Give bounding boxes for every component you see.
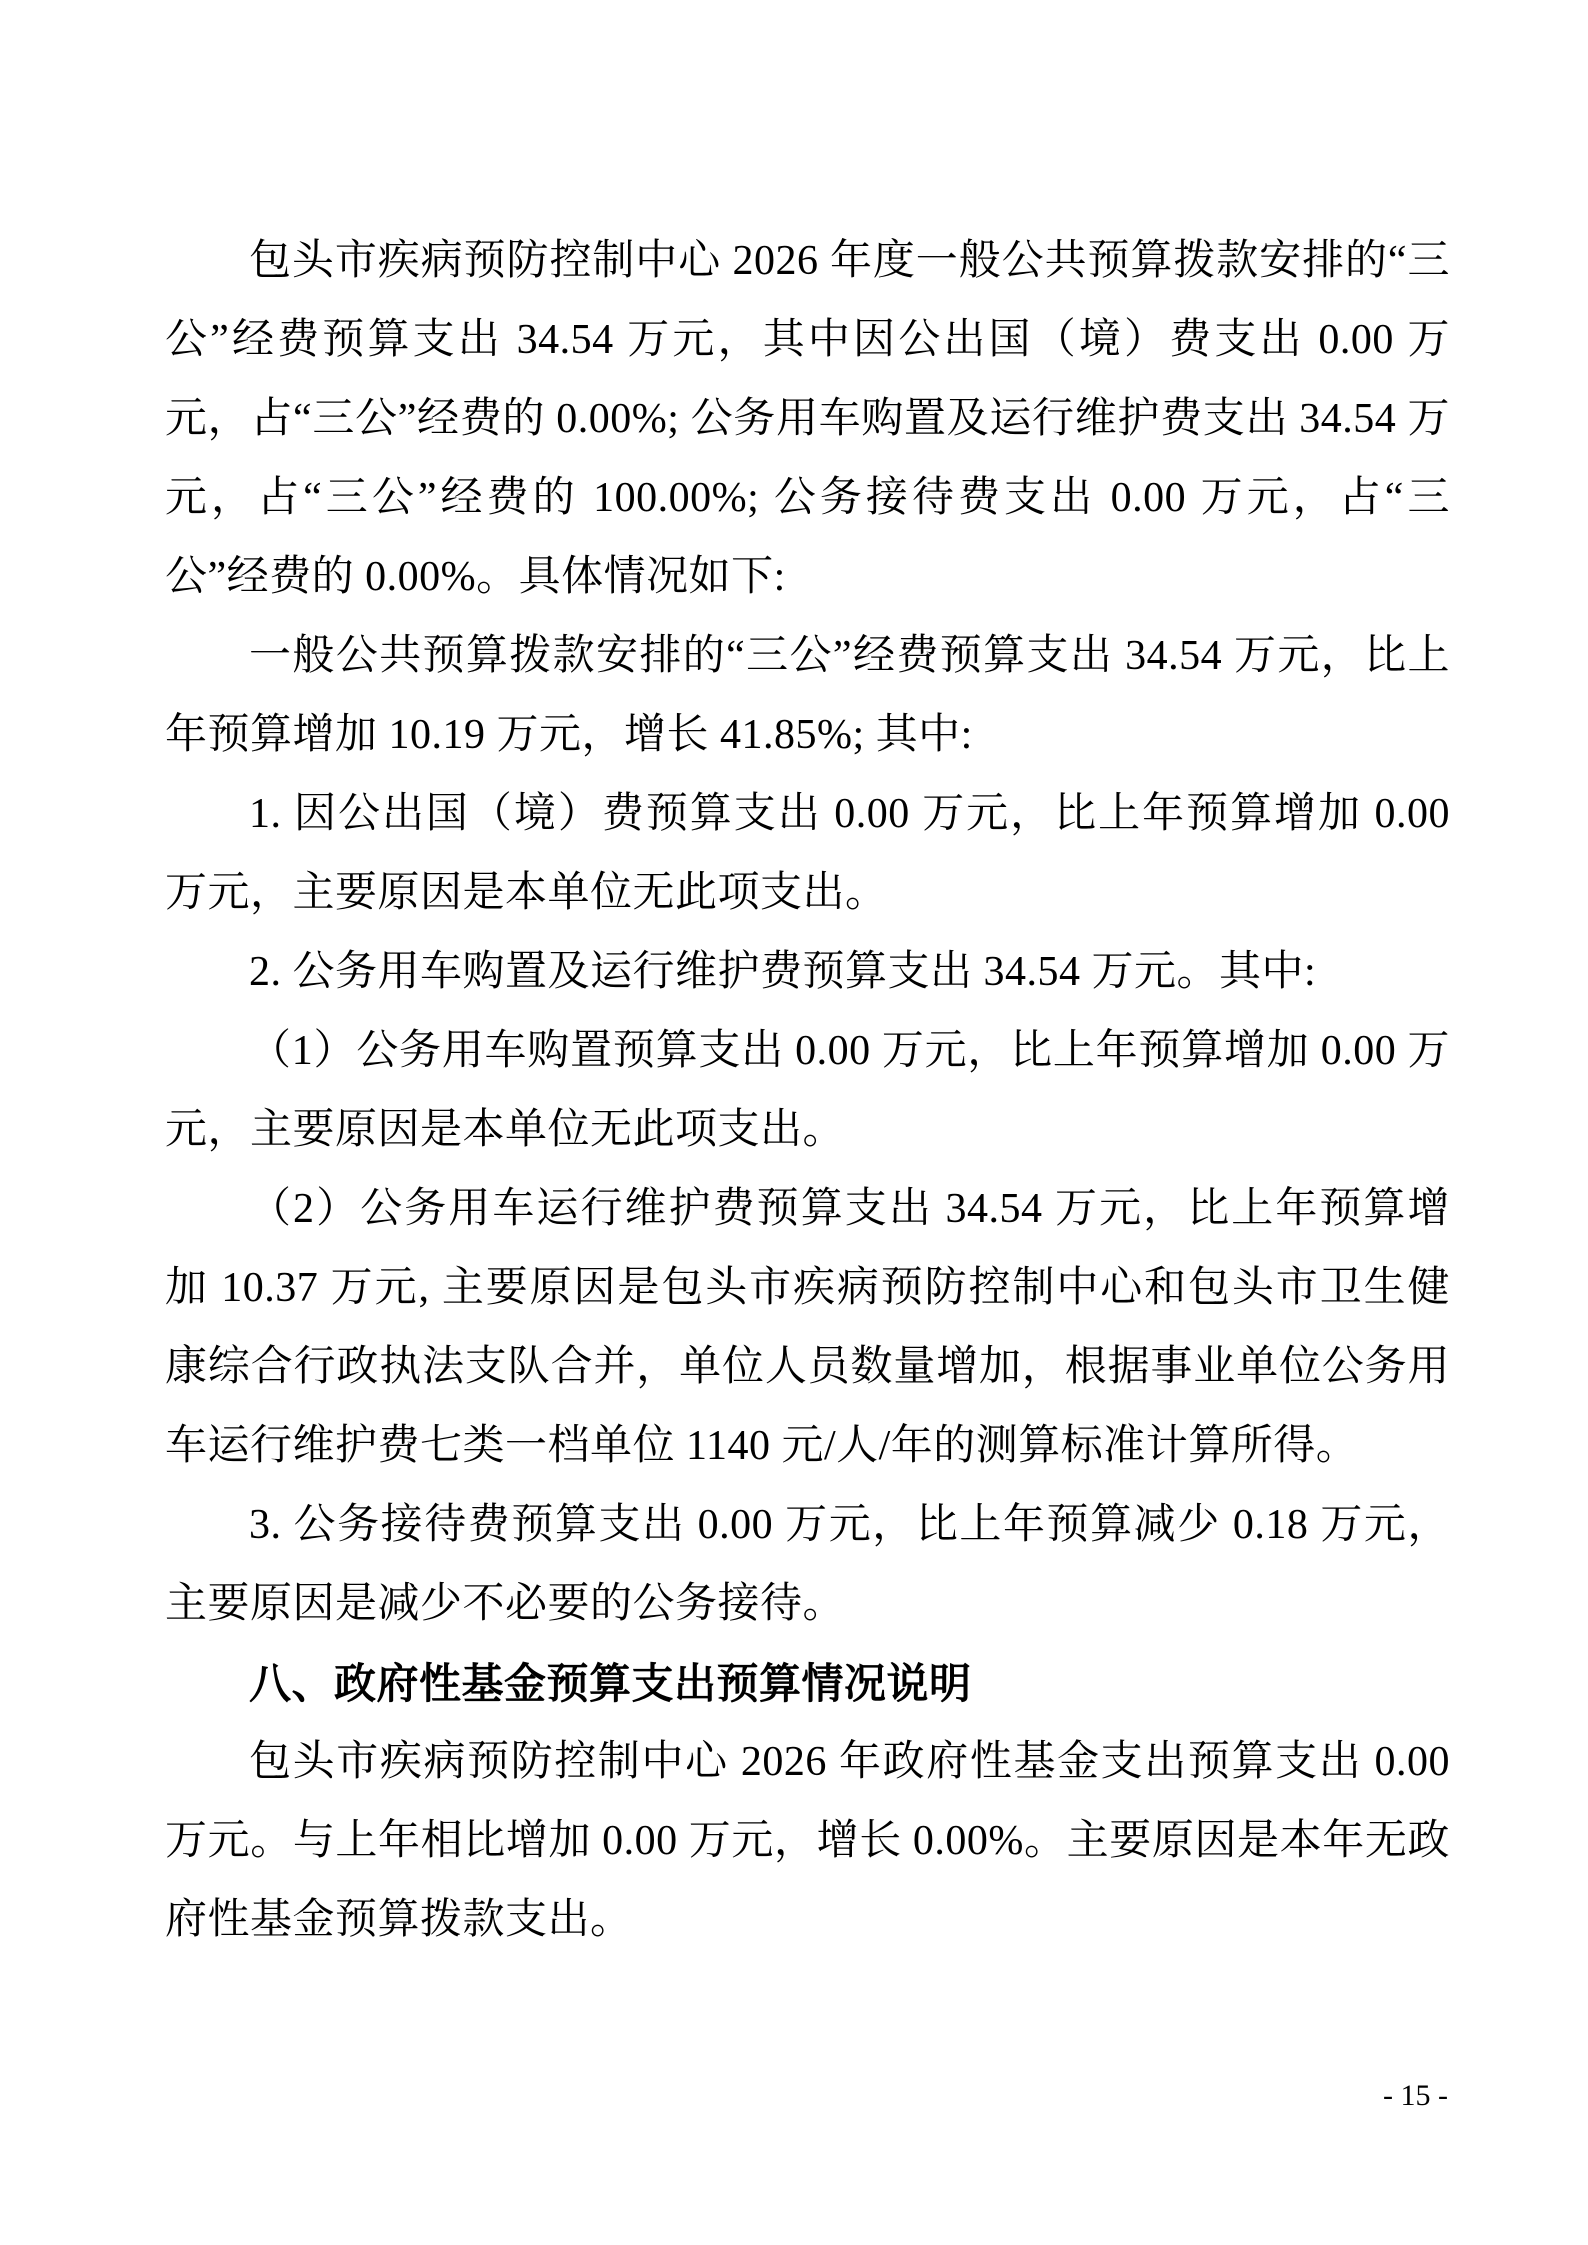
paragraph: 1. 因公出国（境）费预算支出 0.00 万元，比上年预算增加 0.00 万元，主要原因是本单位无此项支出。: [165, 791, 1450, 916]
document-body: [165, 222, 1450, 1960]
paragraph: （2）公务用车运行维护费预算支出 34.54 万元，比上年预算增加 10.37 万元, 主要原因是包头市疾病预防控制中心和包头市卫生健康综合行政执法支队合并，单位人员数量增加，根据事业单位公务用车运行维护费七类一档单位 1140 元/人/年的测算标准计算所得。: [165, 1186, 1450, 1469]
paragraph: 3. 公务接待费预算支出 0.00 万元，比上年预算减少 0.18 万元，主要原因是减少不必要的公务接待。: [165, 1502, 1450, 1627]
paragraph: 包头市疾病预防控制中心 2026 年政府性基金支出预算支出 0.00 万元。与上年相比增加 0.00 万元，增长 0.00%。主要原因是本年无政府性基金预算拨款支出。: [165, 1739, 1450, 1943]
paragraph: 2. 公务用车购置及运行维护费预算支出 34.54 万元。其中:: [249, 949, 1317, 995]
paragraph: 包头市疾病预防控制中心 2026 年度一般公共预算拨款安排的“三公”经费预算支出 34.54 万元，其中因公出国（境）费支出 0.00 万元，占“三公”经费的 0.00%; 公务用车购置及运行维护费支出 34.54 万元，占“三公”经费的 100.00%; 公务接待费支出 0.00 万元，占“三公”经费的 0.00%。具体情况如下:: [165, 238, 1450, 600]
paragraph: 一般公共预算拨款安排的“三公”经费预算支出 34.54 万元，比上年预算增加 10.19 万元，增长 41.85%; 其中:: [165, 633, 1450, 758]
paragraph: （1）公务用车购置预算支出 0.00 万元，比上年预算增加 0.00 万元，主要原因是本单位无此项支出。: [165, 1028, 1450, 1153]
section-heading: 八、政府性基金预算支出预算情况说明: [249, 1660, 972, 1707]
page-number: - 15 -: [1383, 2079, 1448, 2112]
